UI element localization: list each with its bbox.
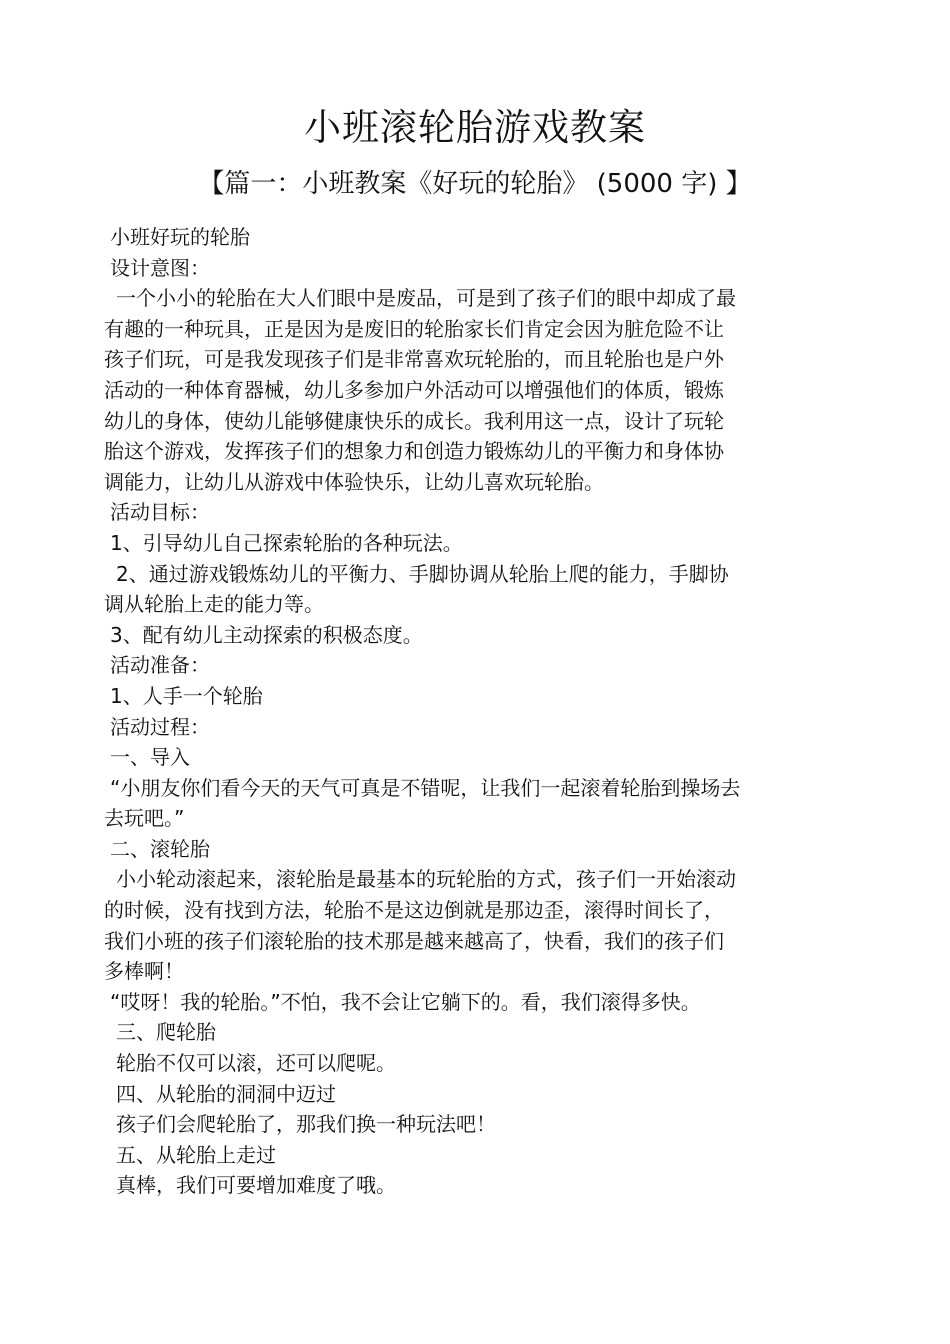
body-line: 五、从轮胎上走过 <box>116 1142 276 1167</box>
body-line: 四、从轮胎的洞洞中迈过 <box>116 1081 336 1106</box>
body-line: 小小轮动滚起来，滚轮胎是最基本的玩轮胎的方式，孩子们一开始滚动 <box>116 867 736 892</box>
body-line: 设计意图： <box>110 255 210 280</box>
body-line: 胎这个游戏，发挥孩子们的想象力和创造力锻炼幼儿的平衡力和身体协 <box>104 439 724 464</box>
body-line: 1、人手一个轮胎 <box>110 683 263 708</box>
document-subtitle: 【篇一：小班教案《好玩的轮胎》 (5000 字) 】 <box>198 169 752 199</box>
body-line: “小朋友你们看今天的天气可真是不错呢，让我们一起滚着轮胎到操场去 <box>110 775 741 800</box>
body-line: 调能力，让幼儿从游戏中体验快乐，让幼儿喜欢玩轮胎。 <box>104 469 604 494</box>
body-line: 3、配有幼儿主动探索的积极态度。 <box>110 622 423 647</box>
body-line: “哎呀！我的轮胎。”不怕，我不会让它躺下的。看，我们滚得多快。 <box>110 989 701 1014</box>
body-line: 孩子们玩，可是我发现孩子们是非常喜欢玩轮胎的，而且轮胎也是户外 <box>104 347 724 372</box>
body-line: 活动过程： <box>110 714 210 739</box>
document-title: 小班滚轮胎游戏教案 <box>304 106 646 149</box>
body-line: 一、导入 <box>110 745 190 770</box>
document-body <box>104 222 864 1201</box>
body-line: 去玩吧。” <box>104 806 185 831</box>
body-line: 小班好玩的轮胎 <box>110 225 250 249</box>
body-line: 活动准备： <box>110 653 210 678</box>
body-line: 1、引导幼儿自己探索轮胎的各种玩法。 <box>110 530 463 555</box>
body-line: 二、滚轮胎 <box>110 836 210 861</box>
body-line: 轮胎不仅可以滚，还可以爬呢。 <box>116 1051 396 1076</box>
body-line: 真棒，我们可要增加难度了哦。 <box>116 1173 396 1198</box>
body-line: 的时候，没有找到方法，轮胎不是这边倒就是那边歪，滚得时间长了， <box>104 898 724 923</box>
body-line: 2、通过游戏锻炼幼儿的平衡力、手脚协调从轮胎上爬的能力，手脚协 <box>116 561 729 586</box>
body-line: 一个小小的轮胎在大人们眼中是废品，可是到了孩子们的眼中却成了最 <box>116 286 736 311</box>
body-line: 多棒啊！ <box>104 959 184 984</box>
body-line: 活动目标： <box>110 500 210 525</box>
body-line: 孩子们会爬轮胎了，那我们换一种玩法吧！ <box>116 1112 496 1137</box>
body-line: 活动的一种体育器械，幼儿多参加户外活动可以增强他们的体质，锻炼 <box>104 377 724 402</box>
body-line: 调从轮胎上走的能力等。 <box>104 592 324 617</box>
body-line: 我们小班的孩子们滚轮胎的技术那是越来越高了，快看，我们的孩子们 <box>104 928 724 953</box>
body-line: 三、爬轮胎 <box>116 1020 216 1045</box>
body-line: 幼儿的身体，使幼儿能够健康快乐的成长。我利用这一点，设计了玩轮 <box>104 408 724 433</box>
body-line: 有趣的一种玩具，正是因为是废旧的轮胎家长们肯定会因为脏危险不让 <box>104 316 724 341</box>
